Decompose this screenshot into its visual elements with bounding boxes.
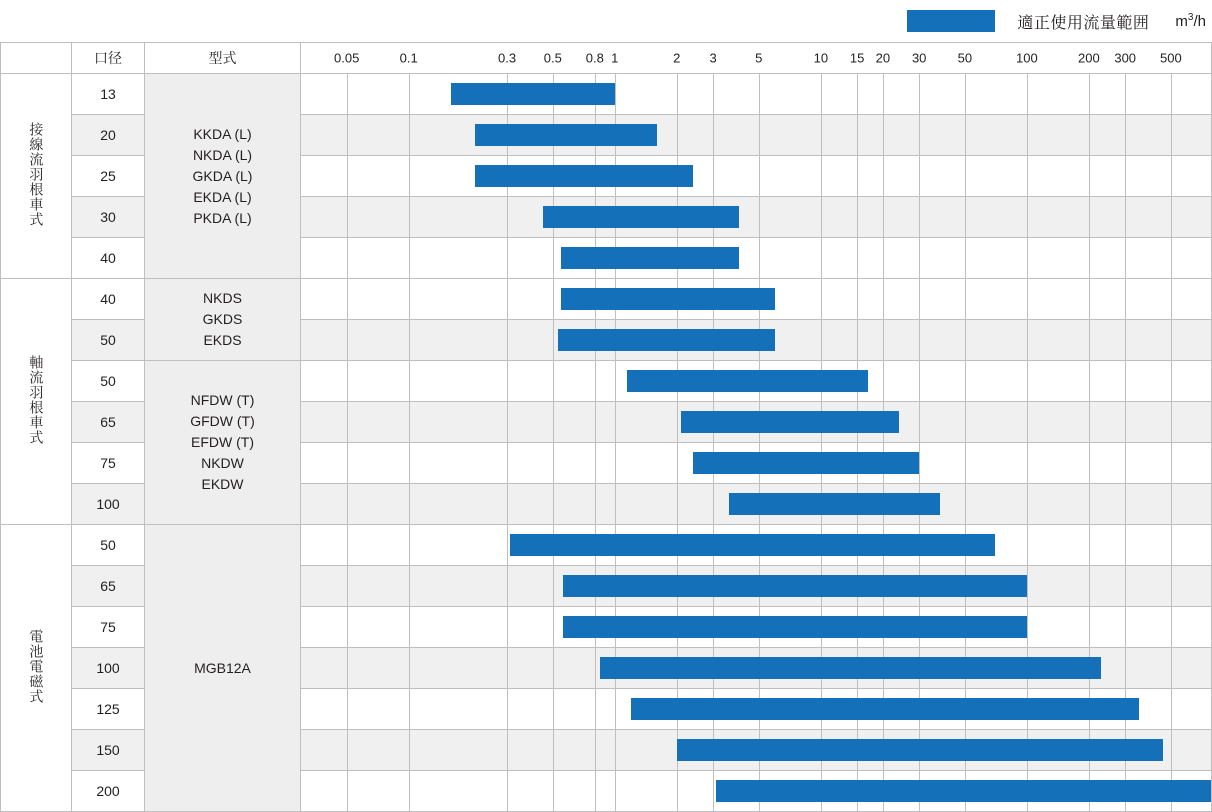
gridline — [677, 115, 678, 155]
gridline — [677, 771, 678, 811]
gridline — [857, 279, 858, 319]
range-bar — [600, 657, 1101, 679]
gridline — [409, 648, 410, 688]
gridline — [347, 484, 348, 524]
size-cell: 65 — [72, 402, 145, 443]
gridline — [1089, 115, 1090, 155]
range-bar — [677, 739, 1164, 761]
group-label: 接線流羽根車式 — [28, 122, 45, 228]
gridline — [409, 197, 410, 237]
gridline — [409, 689, 410, 729]
group-label-cell — [1, 525, 72, 812]
size-cell: 13 — [72, 74, 145, 115]
gridline — [615, 484, 616, 524]
plot-cell — [301, 361, 1212, 402]
gridline — [1027, 115, 1028, 155]
gridline — [1125, 402, 1126, 442]
header-group-cell — [1, 43, 72, 74]
gridline — [965, 402, 966, 442]
plot-cell — [301, 525, 1212, 566]
gridline — [1089, 279, 1090, 319]
gridline — [347, 238, 348, 278]
gridline — [1171, 320, 1172, 360]
gridline — [677, 74, 678, 114]
gridline — [553, 238, 554, 278]
gridline — [677, 443, 678, 483]
gridline — [759, 115, 760, 155]
gridline — [1171, 730, 1172, 770]
table-row — [1, 361, 1212, 402]
gridline — [883, 156, 884, 196]
gridline — [857, 115, 858, 155]
gridline — [553, 730, 554, 770]
gridline — [1125, 566, 1126, 606]
gridline — [965, 361, 966, 401]
range-bar — [558, 329, 775, 351]
gridline — [409, 361, 410, 401]
plot-cell — [301, 115, 1212, 156]
gridline — [1027, 566, 1028, 606]
gridline — [1125, 115, 1126, 155]
size-cell: 100 — [72, 648, 145, 689]
gridline — [1089, 238, 1090, 278]
gridline — [821, 115, 822, 155]
gridline — [1125, 443, 1126, 483]
gridline — [1027, 238, 1028, 278]
plot-cell — [301, 689, 1212, 730]
axis-tick-label: 0.1 — [399, 50, 418, 66]
gridline — [1125, 607, 1126, 647]
axis-tick-label: 10 — [813, 50, 829, 66]
gridline — [615, 402, 616, 442]
gridline — [347, 402, 348, 442]
gridline — [919, 402, 920, 442]
gridline — [507, 566, 508, 606]
gridline — [553, 689, 554, 729]
gridline — [1171, 74, 1172, 114]
range-bar — [510, 534, 995, 556]
size-cell: 40 — [72, 279, 145, 320]
gridline — [1125, 525, 1126, 565]
gridline — [507, 443, 508, 483]
gridline — [1027, 484, 1028, 524]
gridline — [965, 197, 966, 237]
axis-tick-label: 50 — [957, 50, 973, 66]
gridline — [409, 156, 410, 196]
gridline — [409, 525, 410, 565]
range-bar — [563, 616, 1027, 638]
gridline — [507, 771, 508, 811]
model-cell: NKDS GKDS EKDS — [145, 279, 301, 361]
gridline — [1125, 320, 1126, 360]
gridline — [965, 238, 966, 278]
gridline — [857, 238, 858, 278]
plot-cell — [301, 402, 1212, 443]
gridline — [553, 648, 554, 688]
range-bar — [627, 370, 868, 392]
gridline — [553, 361, 554, 401]
gridline — [1125, 74, 1126, 114]
axis-tick-label: 30 — [911, 50, 927, 66]
gridline — [1171, 361, 1172, 401]
gridline — [883, 279, 884, 319]
plot-cell — [301, 238, 1212, 279]
gridline — [553, 402, 554, 442]
range-bar — [451, 83, 615, 105]
plot-cell — [301, 730, 1212, 771]
gridline — [347, 730, 348, 770]
gridline — [347, 607, 348, 647]
gridline — [919, 320, 920, 360]
gridline — [615, 443, 616, 483]
legend-unit — [1175, 12, 1206, 30]
axis-header — [301, 43, 1212, 74]
gridline — [553, 566, 554, 606]
gridline — [919, 74, 920, 114]
gridline — [507, 361, 508, 401]
flow-range-table — [0, 42, 1212, 812]
size-cell: 75 — [72, 607, 145, 648]
table-row — [1, 279, 1212, 320]
gridline — [409, 279, 410, 319]
chart-legend — [0, 0, 1212, 42]
range-bar — [729, 493, 940, 515]
gridline — [1171, 525, 1172, 565]
table-header-row — [1, 43, 1212, 74]
size-cell: 40 — [72, 238, 145, 279]
gridline — [1125, 648, 1126, 688]
gridline — [1171, 115, 1172, 155]
gridline — [713, 771, 714, 811]
plot-cell — [301, 74, 1212, 115]
plot-cell — [301, 320, 1212, 361]
gridline — [1089, 156, 1090, 196]
gridline — [1125, 484, 1126, 524]
gridline — [883, 115, 884, 155]
gridline — [595, 771, 596, 811]
gridline — [1171, 689, 1172, 729]
gridline — [857, 156, 858, 196]
plot-cell — [301, 197, 1212, 238]
gridline — [1089, 566, 1090, 606]
gridline — [507, 648, 508, 688]
gridline — [409, 566, 410, 606]
gridline — [713, 484, 714, 524]
gridline — [919, 443, 920, 483]
size-cell: 75 — [72, 443, 145, 484]
axis-tick-label: 3 — [709, 50, 717, 66]
gridline — [1027, 320, 1028, 360]
gridline — [857, 74, 858, 114]
gridline — [347, 689, 348, 729]
model-cell: KKDA (L) NKDA (L) GKDA (L) EKDA (L) PKDA (L) — [145, 74, 301, 279]
gridline — [507, 238, 508, 278]
legend-unit-suffix: /h — [1193, 13, 1206, 30]
gridline — [1089, 525, 1090, 565]
gridline — [883, 197, 884, 237]
gridline — [759, 238, 760, 278]
gridline — [553, 484, 554, 524]
model-cell: NFDW (T) GFDW (T) EFDW (T) NKDW EKDW — [145, 361, 301, 525]
gridline — [595, 361, 596, 401]
gridline — [409, 484, 410, 524]
gridline — [965, 320, 966, 360]
gridline — [1027, 74, 1028, 114]
axis-tick-label: 100 — [1016, 50, 1038, 66]
gridline — [347, 156, 348, 196]
gridline — [1089, 74, 1090, 114]
group-label: 電池電磁式 — [28, 629, 45, 705]
range-bar — [561, 288, 775, 310]
gridline — [409, 115, 410, 155]
size-cell: 125 — [72, 689, 145, 730]
gridline — [1027, 525, 1028, 565]
gridline — [347, 771, 348, 811]
gridline — [595, 730, 596, 770]
gridline — [965, 279, 966, 319]
gridline — [965, 115, 966, 155]
gridline — [1171, 156, 1172, 196]
size-cell: 50 — [72, 320, 145, 361]
gridline — [595, 648, 596, 688]
gridline — [347, 443, 348, 483]
gridline — [1171, 402, 1172, 442]
axis-tick-label: 20 — [875, 50, 891, 66]
gridline — [1125, 156, 1126, 196]
gridline — [595, 689, 596, 729]
plot-cell — [301, 156, 1212, 197]
gridline — [1027, 361, 1028, 401]
gridline — [347, 566, 348, 606]
group-label-cell — [1, 74, 72, 279]
gridline — [1125, 279, 1126, 319]
range-bar — [631, 698, 1139, 720]
legend-unit-exponent: 3 — [1187, 12, 1194, 23]
gridline — [595, 484, 596, 524]
plot-cell — [301, 279, 1212, 320]
gridline — [883, 238, 884, 278]
size-cell: 200 — [72, 771, 145, 812]
gridline — [919, 197, 920, 237]
gridline — [1027, 607, 1028, 647]
plot-cell — [301, 648, 1212, 689]
size-cell: 50 — [72, 525, 145, 566]
gridline — [409, 74, 410, 114]
axis-tick-label: 0.05 — [334, 50, 360, 66]
size-cell: 25 — [72, 156, 145, 197]
gridline — [821, 156, 822, 196]
gridline — [919, 238, 920, 278]
gridline — [1125, 197, 1126, 237]
legend-unit-prefix: m — [1175, 13, 1188, 30]
gridline — [615, 361, 616, 401]
gridline — [1171, 607, 1172, 647]
gridline — [1089, 361, 1090, 401]
gridline — [965, 443, 966, 483]
gridline — [1089, 197, 1090, 237]
gridline — [347, 648, 348, 688]
gridline — [615, 74, 616, 114]
range-bar — [716, 780, 1211, 802]
gridline — [759, 197, 760, 237]
gridline — [553, 607, 554, 647]
size-cell: 100 — [72, 484, 145, 525]
header-model-cell: 型式 — [145, 43, 301, 74]
gridline — [965, 484, 966, 524]
gridline — [677, 402, 678, 442]
model-cell: MGB12A — [145, 525, 301, 812]
gridline — [965, 74, 966, 114]
gridline — [919, 156, 920, 196]
gridline — [1125, 238, 1126, 278]
gridline — [507, 607, 508, 647]
gridline — [1027, 279, 1028, 319]
size-cell: 30 — [72, 197, 145, 238]
axis-tick-label: 5 — [755, 50, 763, 66]
plot-cell — [301, 484, 1212, 525]
gridline — [883, 361, 884, 401]
gridline — [615, 689, 616, 729]
gridline — [919, 115, 920, 155]
gridline — [1027, 402, 1028, 442]
gridline — [1027, 156, 1028, 196]
gridline — [553, 771, 554, 811]
gridline — [409, 443, 410, 483]
gridline — [595, 443, 596, 483]
gridline — [1171, 566, 1172, 606]
gridline — [409, 320, 410, 360]
range-bar — [475, 124, 657, 146]
gridline — [409, 238, 410, 278]
gridline — [1027, 197, 1028, 237]
group-label-cell — [1, 279, 72, 525]
gridline — [347, 197, 348, 237]
gridline — [759, 74, 760, 114]
gridline — [1089, 402, 1090, 442]
axis-tick-label: 0.8 — [585, 50, 604, 66]
legend-label: 適正使用流量範囲 — [1017, 14, 1150, 32]
size-cell: 150 — [72, 730, 145, 771]
range-bar — [475, 165, 693, 187]
gridline — [553, 320, 554, 360]
range-bar — [693, 452, 919, 474]
gridline — [615, 730, 616, 770]
axis-tick-label: 2 — [673, 50, 681, 66]
gridline — [1171, 443, 1172, 483]
gridline — [409, 730, 410, 770]
gridline — [1125, 361, 1126, 401]
gridline — [507, 279, 508, 319]
size-cell: 65 — [72, 566, 145, 607]
gridline — [507, 402, 508, 442]
gridline — [821, 279, 822, 319]
size-cell: 20 — [72, 115, 145, 156]
gridline — [713, 156, 714, 196]
gridline — [1089, 484, 1090, 524]
gridline — [1171, 648, 1172, 688]
axis-tick-label: 200 — [1078, 50, 1100, 66]
gridline — [919, 279, 920, 319]
gridline — [919, 361, 920, 401]
gridline — [507, 730, 508, 770]
axis-tick-label: 0.3 — [498, 50, 517, 66]
gridline — [821, 74, 822, 114]
gridline — [507, 484, 508, 524]
gridline — [409, 607, 410, 647]
gridline — [713, 74, 714, 114]
gridline — [821, 197, 822, 237]
gridline — [507, 197, 508, 237]
gridline — [1171, 238, 1172, 278]
plot-cell — [301, 566, 1212, 607]
range-bar — [681, 411, 899, 433]
gridline — [677, 484, 678, 524]
gridline — [409, 771, 410, 811]
gridline — [507, 689, 508, 729]
gridline — [759, 156, 760, 196]
header-size-cell: 口径 — [72, 43, 145, 74]
table-row — [1, 525, 1212, 566]
table-row — [1, 74, 1212, 115]
plot-cell — [301, 771, 1212, 812]
group-label: 軸流羽根車式 — [28, 355, 45, 446]
gridline — [713, 115, 714, 155]
size-cell: 50 — [72, 361, 145, 402]
axis-tick-label: 15 — [849, 50, 865, 66]
axis-tick-label: 300 — [1114, 50, 1137, 66]
gridline — [821, 320, 822, 360]
range-bar — [561, 247, 739, 269]
gridline — [409, 402, 410, 442]
gridline — [1171, 484, 1172, 524]
gridline — [507, 320, 508, 360]
gridline — [1027, 443, 1028, 483]
legend-swatch-icon — [907, 10, 995, 32]
gridline — [347, 320, 348, 360]
range-bar — [543, 206, 739, 228]
gridline — [857, 197, 858, 237]
gridline — [553, 279, 554, 319]
gridline — [553, 443, 554, 483]
gridline — [595, 402, 596, 442]
gridline — [1171, 279, 1172, 319]
gridline — [1171, 197, 1172, 237]
gridline — [1089, 320, 1090, 360]
axis-tick-label: 0.5 — [543, 50, 562, 66]
gridline — [1089, 443, 1090, 483]
gridline — [857, 320, 858, 360]
range-bar — [563, 575, 1027, 597]
gridline — [507, 525, 508, 565]
axis-tick-label: 500 — [1160, 50, 1182, 66]
plot-cell — [301, 607, 1212, 648]
gridline — [821, 238, 822, 278]
gridline — [347, 525, 348, 565]
axis-tick-label: 1 — [611, 50, 619, 66]
gridline — [615, 771, 616, 811]
gridline — [347, 74, 348, 114]
gridline — [1089, 607, 1090, 647]
gridline — [883, 74, 884, 114]
gridline — [347, 115, 348, 155]
gridline — [965, 156, 966, 196]
plot-cell — [301, 443, 1212, 484]
gridline — [347, 279, 348, 319]
gridline — [347, 361, 348, 401]
gridline — [883, 320, 884, 360]
